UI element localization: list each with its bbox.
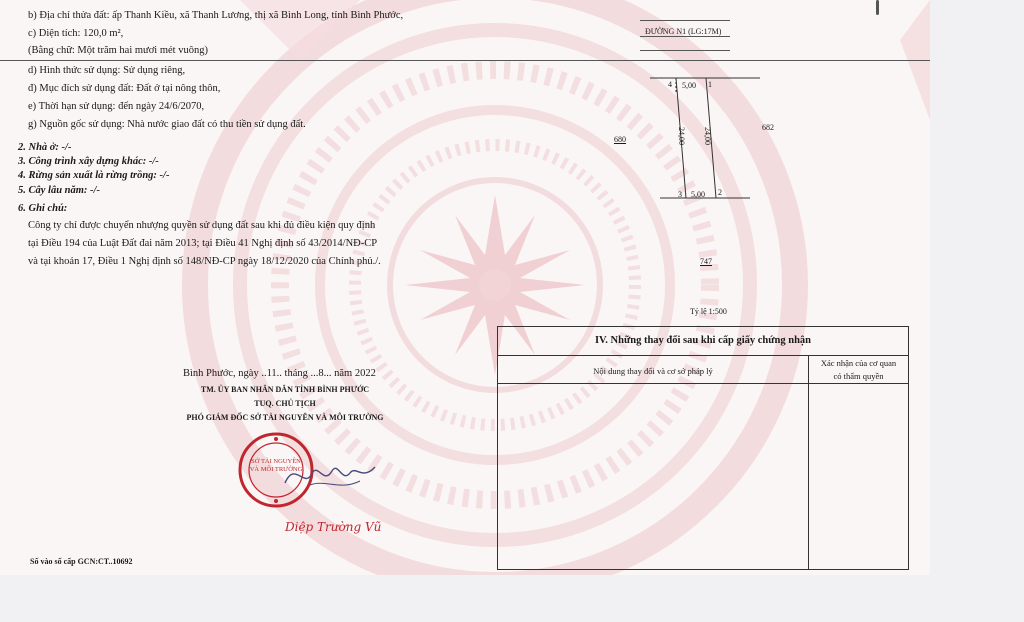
area-words-line: (Bằng chữ: Một trăm hai mươi mét vuông)	[28, 45, 208, 56]
dotted-line	[640, 50, 730, 51]
forest-section: 4. Rừng sản xuất là rừng trồng: -/-	[18, 170, 170, 181]
corner-label: 1	[708, 80, 712, 89]
note-line: Công ty chỉ được chuyển nhượng quyền sử dụng đất sau khi đủ điều kiện quy định	[28, 220, 376, 231]
left-side-length: 24,00	[677, 127, 686, 145]
parcel-right: 682	[762, 123, 774, 132]
divider-line	[0, 60, 930, 61]
note-line: và tại khoản 17, Điều 1 Nghị định số 148/NĐ-CP ngày 18/12/2020 của Chính phủ./.	[28, 256, 381, 267]
parcel-bottom: 747	[700, 257, 712, 266]
scale-label: Tỷ lệ 1:500	[690, 307, 727, 316]
scrollbar[interactable]	[876, 0, 879, 15]
org-line: TM. ỦY BAN NHÂN DÂN TỈNH BÌNH PHƯỚC	[200, 385, 370, 394]
term-line: e) Thời hạn sử dụng: đến ngày 24/6/2070,	[28, 101, 205, 112]
purpose-line: đ) Mục đích sử dụng đất: Đất ở tại nông thôn,	[28, 83, 221, 94]
other-works-section: 3. Công trình xây dựng khác: -/-	[18, 156, 159, 167]
address-line: b) Địa chỉ thửa đất: ấp Thanh Kiều, xã Thanh Lương, thị xã Bình Long, tỉnh Bình Phước,	[28, 10, 404, 21]
area-line: c) Diện tích: 120,0 m²,	[28, 28, 124, 39]
use-form-line: d) Hình thức sử dụng: Sử dụng riêng,	[28, 65, 186, 76]
place-date: Bình Phước, ngày ..11.. tháng ...8... năm 2022	[183, 368, 376, 379]
road-label: ĐƯỜNG N1 (LG:17M)	[645, 27, 722, 36]
table-rule	[808, 355, 809, 569]
perennial-section: 5. Cây lâu năm: -/-	[18, 185, 100, 196]
signer-name: Diệp Trường Vũ	[285, 520, 382, 534]
origin-line: g) Nguồn gốc sử dụng: Nhà nước giao đất có thu tiền sử dụng đất.	[28, 119, 306, 130]
corner-label: 2	[718, 188, 722, 197]
certificate-number: Số vào số cấp GCN:CT..10692	[30, 557, 133, 566]
house-section: 2. Nhà ở: -/-	[18, 142, 72, 153]
corner-label: 4	[668, 80, 672, 89]
dotted-line	[640, 36, 730, 37]
note-line: tại Điều 194 của Luật Đất đai năm 2013; tại Điều 41 Nghị định số 43/2014/NĐ-CP	[28, 238, 378, 249]
seal-text: SỞ TÀI NGUYÊN VÀ MÔI TRƯỜNG	[249, 458, 303, 473]
right-side-length: 24,00	[703, 127, 712, 145]
notes-title: 6. Ghi chú:	[18, 203, 68, 214]
handwritten-signature	[280, 455, 380, 495]
table-title: IV. Những thay đổi sau khi cấp giấy chứng nhận	[594, 335, 812, 346]
column-header-changes: Nội dung thay đổi và cơ sở pháp lý	[593, 366, 713, 376]
parcel-left: 680	[614, 135, 626, 144]
role-line: PHÓ GIÁM ĐỐC SỞ TÀI NGUYÊN VÀ MÔI TRƯỜNG	[186, 413, 384, 422]
table-rule	[498, 383, 908, 384]
top-length: 5,00	[682, 81, 696, 90]
dotted-line	[640, 20, 730, 21]
role-line: TUQ. CHỦ TỊCH	[254, 399, 316, 408]
table-rule	[498, 355, 908, 356]
column-header-confirmation: có thẩm quyền	[833, 371, 884, 381]
corner-label: 3	[678, 190, 682, 199]
bottom-length: 5,00	[691, 190, 705, 199]
changes-table	[497, 326, 909, 570]
column-header-confirmation: Xác nhận của cơ quan	[820, 358, 897, 368]
